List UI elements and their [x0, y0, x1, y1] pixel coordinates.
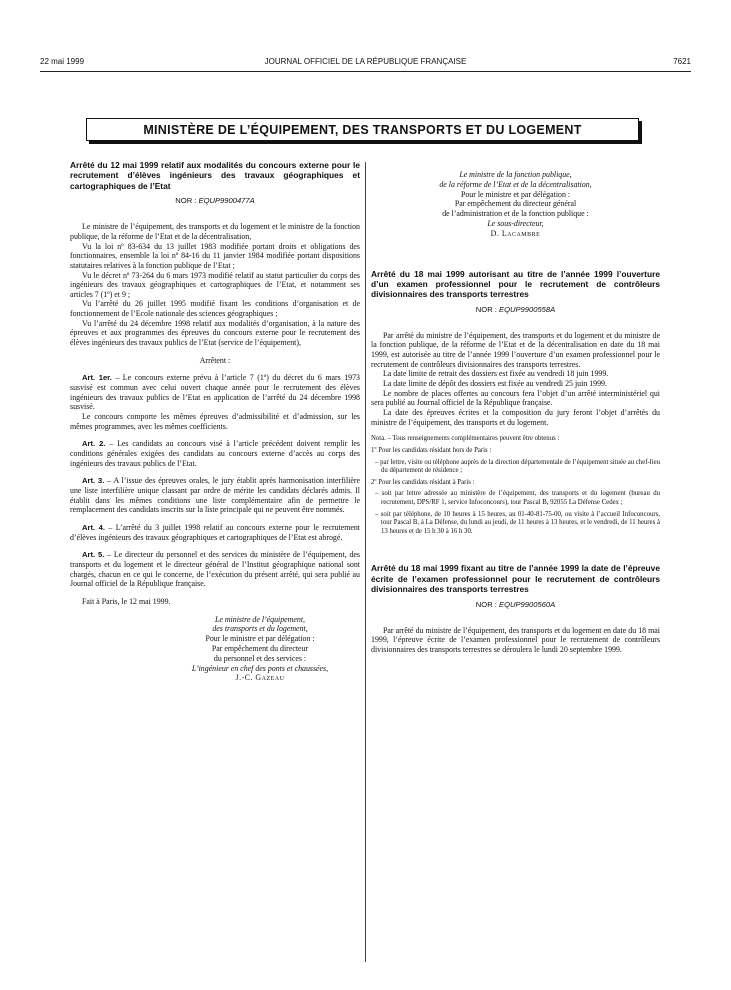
nota-line: – soit par téléphone, de 10 heures à 15 heures, au 01-40-81-75-00, ou visite à l’accueil Infoconcours, tour Pascal B, à La Défense, du lundi au jeudi, de 11 heures à 13 heures, et le vendredi, de 11 heures à 13 heures et de 15 h 30 à 16 h 30.	[375, 510, 660, 535]
signature-line: Le ministre de la fonction publique,	[459, 170, 572, 179]
decree-title: Arrêté du 18 mai 1999 autorisant au titre de l’année 1999 l’ouverture d’un examen professionnel pour le recrutement de contrôleurs divisionnaires des transports terrestres	[371, 268, 660, 300]
preamble-paragraph: Vu l’arrêté du 24 décembre 1998 relatif aux modalités d’organisation, à la nature des épreuves et aux programmes des épreuves du concours externe pour le recrutement des élèves ingénieurs des travaux publics de l’Etat (service de l’équipement),	[70, 318, 360, 348]
signature-line: Pour le ministre et par délégation :	[205, 634, 315, 644]
body-paragraph: La date limite de retrait des dossiers est fixée au vendredi 18 juin 1999.	[383, 369, 609, 379]
header-page-number: 7621	[673, 57, 691, 66]
body-paragraph: Par arrêté du ministre de l’équipement, des transports et du logement et du ministre de la fonction publique, de la réforme de l’Etat et de la décentralisation en date du 18 mai 1999, est autorisée au titre de l’année 1999 l’ouverture d’un examen professionnel pour le recrutement de contrôleurs divisionnaires des transports terrestres.	[371, 330, 660, 369]
ministry-banner: MINISTÈRE DE L’ÉQUIPEMENT, DES TRANSPORTS ET DU LOGEMENT	[86, 118, 639, 141]
article-paragraph: Art. 4. – L’arrêté du 3 juillet 1998 relatif au concours externe pour le recrutement d’élèves ingénieurs des travaux géographiques et cartographiques de l’Etat est abrogé.	[70, 522, 360, 542]
preamble-paragraph: Vu l’arrêté du 26 juillet 1995 modifié fixant les conditions d’organisation et de fonctionnement de l’Ecole nationale des sciences géographiques ;	[70, 299, 360, 319]
signature-block	[371, 170, 660, 239]
nota-block	[371, 435, 660, 536]
signature-block	[70, 615, 360, 684]
signature-line: Le ministre de l’équipement,	[215, 614, 305, 624]
header-journal-title: JOURNAL OFFICIEL DE LA RÉPUBLIQUE FRANÇAISE	[264, 57, 467, 66]
nota-line: Nota. – Tous renseignements complémentaires peuvent être obtenus :	[371, 435, 560, 443]
signature-line: L’ingénieur en chef des ponts et chaussées,	[191, 663, 329, 673]
nor-reference: NOR : EQUP9900558A	[475, 304, 556, 314]
decree-title: Arrêté du 12 mai 1999 relatif aux modalités du concours externe pour le recrutement d’élèves ingénieurs des travaux géographiques et cartographiques de l’Etat	[70, 160, 360, 191]
done-at-line: Fait à Paris, le 12 mai 1999.	[82, 596, 171, 606]
nor-reference: NOR : EQUP9900560A	[475, 599, 556, 609]
article-paragraph: Art. 2. – Les candidats au concours visé à l’article précédent doivent remplir les conditions générales exigées des candidats au concours externe d’accès au corps des ingénieurs des travaux publics de l’Etat.	[70, 439, 360, 468]
signature-line: D. Lacambre	[490, 228, 541, 238]
body-paragraph: Le nombre de places offertes au concours fera l’objet d’un arrêté interministériel qui sera publié au Journal officiel de la République française.	[371, 388, 660, 408]
nor-code: EQUP9900558A	[499, 304, 556, 314]
nota-line: 2º Pour les candidats résidant à Paris :	[371, 478, 475, 486]
nota-line: – soit par lettre adressée au ministère de l’équipement, des transports et du logement (bureau du recrutement, DPS/RF 1, service Infoconcours), tour Pascal B, 92055 La Défense Cedex ;	[375, 490, 660, 506]
body-paragraph: La date des épreuves écrites et la composition du jury feront l’objet d’arrêtés du ministre de l’équipement, des transports et du logement.	[371, 408, 660, 427]
nor-code: EQUP9900477A	[198, 196, 255, 206]
signature-line: J.-C. Gazeau	[235, 673, 285, 683]
preamble-paragraph: Vu le décret nº 73-264 du 6 mars 1973 modifié relatif au statut particulier du corps des ingénieurs des travaux géographiques et cartographiques de l’Etat, et notamment ses articles 7 (1º) et 9 ;	[70, 270, 360, 299]
nor-code: EQUP9900560A	[499, 599, 556, 609]
preamble-paragraph: Vu la loi nº 83-634 du 13 juillet 1983 modifiée portant droits et obligations des fonctionnaires, ensemble la loi nº 84-16 du 11 janvier 1984 modifiée portant dispositions statutaires relatives à la fonction publique de l’Etat ;	[70, 241, 360, 270]
body-paragraph: Par arrêté du ministre de l’équipement, des transports et du logement en date du 18 mai 1999, l’épreuve écrite de l’examen professionnel pour le recrutement de contrôleurs divisionnaires des transports terrestres se déroulera le lundi 20 septembre 1999.	[371, 625, 660, 654]
signature-line: Par empêchement du directeur général	[454, 199, 577, 209]
nota-line: – par lettre, visite ou téléphone auprès de la direction départementale de l’équipement située au chef-lieu du département de résidence ;	[375, 458, 660, 475]
left-column	[70, 160, 360, 683]
right-column	[371, 170, 660, 654]
article-paragraph: Le concours comporte les mêmes épreuves d’admissibilité et d’admission, sur les mêmes programmes, avec les mêmes coefficients.	[70, 412, 360, 431]
article-paragraph: Art. 5. – Le directeur du personnel et des services du ministère de l’équipement, des transports et du logement et le directeur général de l’Institut géographique national sont chargés, chacun en ce qui le concerne, de l’exécution du présent arrêté, qui sera publié au Journal officiel de la République française.	[70, 550, 360, 589]
decree-title: Arrêté du 18 mai 1999 fixant au titre de l’année 1999 la date de l’épreuve écrite de l’examen professionnel pour le recrutement de contrôleurs divisionnaires des transports terrestres	[371, 563, 660, 595]
signature-line: Pour le ministre et par délégation :	[460, 189, 571, 199]
column-divider	[365, 162, 366, 962]
header-date: 22 mai 1999	[40, 57, 85, 66]
signature-line: du personnel et des services :	[213, 653, 307, 663]
header-rule	[40, 71, 691, 72]
nota-line: 1º Pour les candidats résidant hors de Paris :	[371, 446, 492, 454]
signature-line: de la réforme de l’Etat et de la décentralisation,	[439, 179, 592, 189]
preamble-paragraph: Le ministre de l’équipement, des transports et du logement et le ministre de la fonction publique, de la réforme de l’Etat et de la décentralisation,	[70, 222, 360, 241]
body-paragraph: La date limite de dépôt des dossiers est fixée au vendredi 25 juin 1999.	[383, 379, 607, 389]
signature-line: Par empêchement du directeur	[211, 643, 309, 653]
signature-line: des transports et du logement,	[212, 624, 308, 634]
article-paragraph: Art. 3. – A l’issue des épreuves orales, le jury établit après harmonisation interfilière une liste interfilière unique classant par ordre de mérite les candidats déclarés admis. Il établit dans les mêmes conditions une liste complémentaire afin de permettre le remplacement des candidats inscrits sur la liste principale qui ne peuvent être nommés.	[70, 476, 360, 515]
nor-reference: NOR : EQUP9900477A	[175, 196, 255, 206]
arretent-heading: Arrêtent :	[199, 355, 231, 365]
signature-line: de l’administration et de la fonction publique :	[442, 209, 589, 219]
signature-line: Le sous-directeur,	[487, 218, 544, 228]
page-header	[40, 57, 691, 71]
article-paragraph: Art. 1er. – Le concours externe prévu à l’article 7 (1º) du décret du 6 mars 1973 susvisé est commun avec celui ouvert chaque année pour le recrutement des élèves ingénieurs des travaux publics de l’Etat en application de l’arrêté du 24 décembre 1998 susvisé.	[70, 373, 360, 412]
